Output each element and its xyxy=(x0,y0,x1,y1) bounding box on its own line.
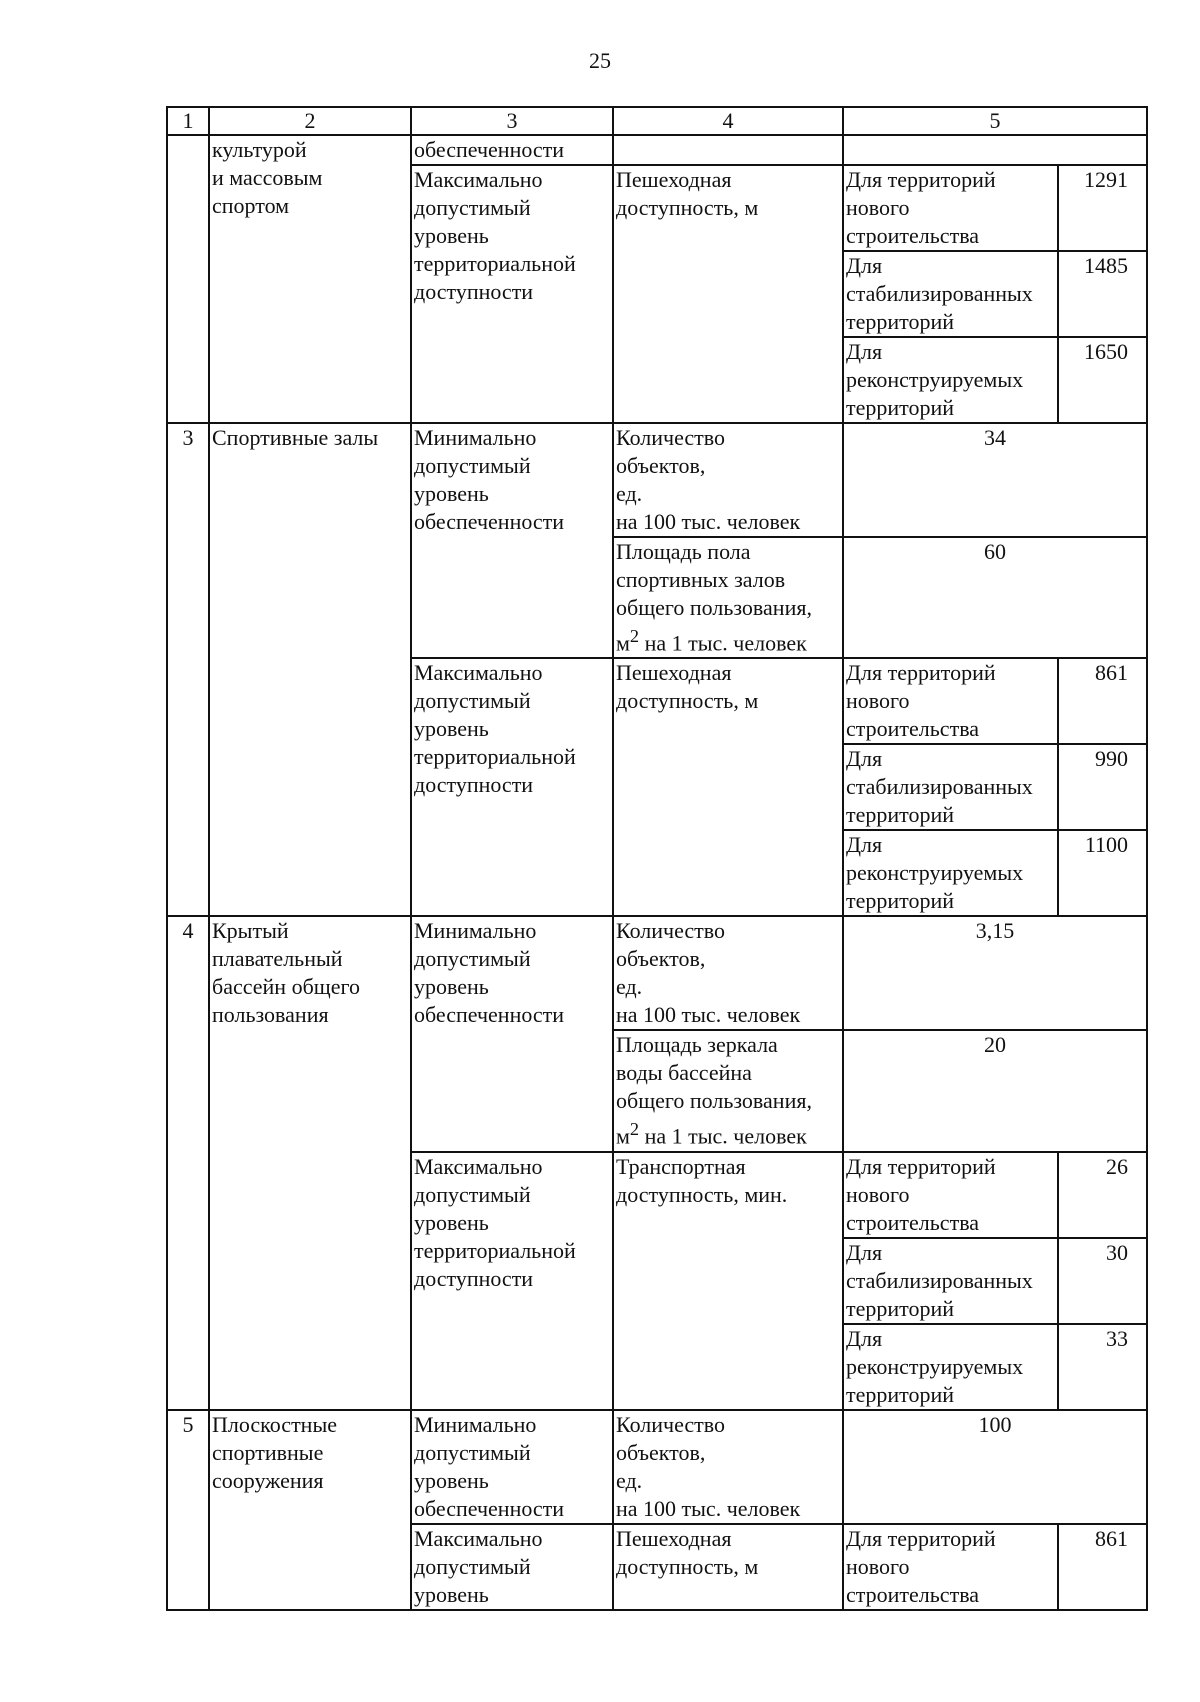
row-number-cell: 3 xyxy=(167,423,209,916)
value-cell: 60 xyxy=(843,537,1147,658)
page-number: 25 xyxy=(589,48,611,73)
row-number-cell: 4 xyxy=(167,916,209,1409)
value-cell: 1485 xyxy=(1058,251,1147,337)
value-cell: 26 xyxy=(1058,1152,1147,1238)
table-row xyxy=(167,1410,1147,1524)
value-cell: 861 xyxy=(1058,658,1147,744)
indicator-cell: Количество объектов, ед. на 100 тыс. человек xyxy=(613,916,843,1030)
indicator-cell: Площадь зеркала воды бассейна общего пользования, $м^2$ на 1 тыс. человек xyxy=(613,1030,843,1151)
territory-cell: Для реконструируемых территорий xyxy=(843,830,1058,916)
facility-name-cell: Плоскостные спортивные сооружения xyxy=(209,1410,411,1610)
level-cell: Минимально допустимый уровень обеспеченности xyxy=(411,1410,613,1524)
territory-cell: Для стабилизированных территорий xyxy=(843,1238,1058,1324)
territory-cell: Для стабилизированных территорий xyxy=(843,744,1058,830)
territory-cell: Для территорий нового строительства xyxy=(843,658,1058,744)
facility-name-cell: Спортивные залы xyxy=(209,423,411,916)
indicator-cell: Пешеходная доступность, м xyxy=(613,1524,843,1610)
value-cell xyxy=(843,135,1147,165)
territory-cell: Для территорий нового строительства xyxy=(843,1152,1058,1238)
value-cell: 100 xyxy=(843,1410,1147,1524)
value-cell: 1650 xyxy=(1058,337,1147,423)
indicator-cell: Количество объектов, ед. на 100 тыс. человек xyxy=(613,1410,843,1524)
indicator-cell: Пешеходная доступность, м xyxy=(613,658,843,916)
facility-name-cell: культурой и массовым спортом xyxy=(209,135,411,423)
table-row xyxy=(167,423,1147,537)
value-cell: 861 xyxy=(1058,1524,1147,1610)
value-cell: 3,15 xyxy=(843,916,1147,1030)
value-cell: 20 xyxy=(843,1030,1147,1151)
indicator-cell xyxy=(613,135,843,165)
header-row xyxy=(167,107,1147,135)
superscript: 2 xyxy=(629,626,640,646)
value-cell: 30 xyxy=(1058,1238,1147,1324)
facility-name-cell: Крытый плавательный бассейн общего пользования xyxy=(209,916,411,1409)
standards-table xyxy=(166,106,1148,1611)
territory-cell: Для территорий нового строительства xyxy=(843,1524,1058,1610)
territory-cell: Для территорий нового строительства xyxy=(843,165,1058,251)
level-cell: Максимально допустимый уровень территориальной доступности xyxy=(411,1152,613,1410)
level-cell: обеспеченности xyxy=(411,135,613,165)
territory-cell: Для реконструируемых территорий xyxy=(843,337,1058,423)
header-col-4: 4 xyxy=(613,107,843,135)
superscript: 2 xyxy=(629,1119,640,1140)
value-cell: 990 xyxy=(1058,744,1147,830)
level-cell: Максимально допустимый уровень xyxy=(411,1524,613,1610)
indicator-cell: Транспортная доступность, мин. xyxy=(613,1152,843,1410)
header-col-1: 1 xyxy=(167,107,209,135)
indicator-cell: Площадь пола спортивных залов общего пользования, $м^2$ на 1 тыс. человек xyxy=(613,537,843,658)
row-number-cell xyxy=(167,135,209,423)
value-cell: 33 xyxy=(1058,1324,1147,1410)
header-col-3: 3 xyxy=(411,107,613,135)
territory-cell: Для реконструируемых территорий xyxy=(843,1324,1058,1410)
table-row xyxy=(167,916,1147,1030)
value-cell: 34 xyxy=(843,423,1147,537)
territory-cell: Для стабилизированных территорий xyxy=(843,251,1058,337)
header-col-5: 5 xyxy=(843,107,1147,135)
value-cell: 1291 xyxy=(1058,165,1147,251)
level-cell: Максимально допустимый уровень территориальной доступности xyxy=(411,165,613,423)
row-number-cell: 5 xyxy=(167,1410,209,1610)
table-row xyxy=(167,135,1147,165)
level-cell: Максимально допустимый уровень территориальной доступности xyxy=(411,658,613,916)
value-cell: 1100 xyxy=(1058,830,1147,916)
level-cell: Минимально допустимый уровень обеспеченности xyxy=(411,423,613,658)
level-cell: Минимально допустимый уровень обеспеченности xyxy=(411,916,613,1151)
indicator-cell: Количество объектов, ед. на 100 тыс. человек xyxy=(613,423,843,537)
header-col-2: 2 xyxy=(209,107,411,135)
indicator-cell: Пешеходная доступность, м xyxy=(613,165,843,423)
